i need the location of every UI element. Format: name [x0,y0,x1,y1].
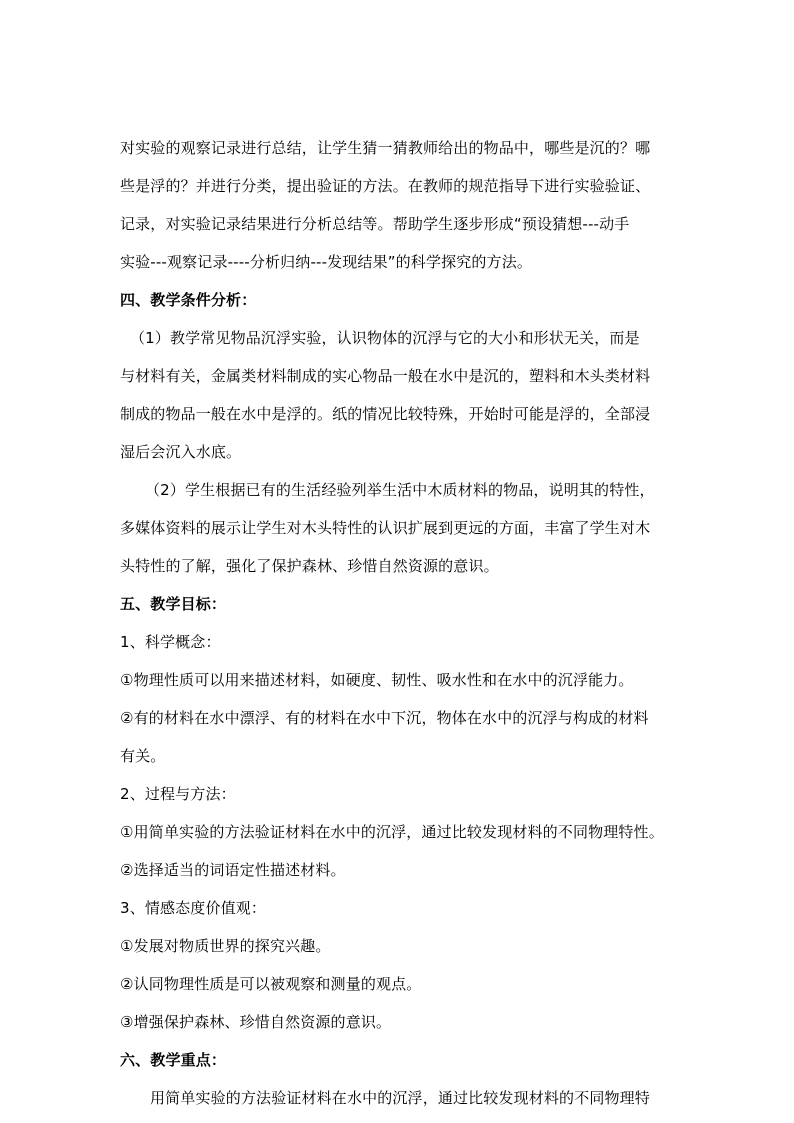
list-item: ②认同物理性质是可以被观察和测量的观点。 [120,975,422,993]
list-item: ①物理性质可以用来描述材料，如硬度、韧性、吸水性和在水中的沉浮能力。 [120,671,634,689]
paragraph-line: 对实验的观察记录进行总结，让学生猜一猜教师给出的物品中，哪些是沉的？哪 [120,139,651,157]
paragraph-line: （1）教学常见物品沉浮实验，认识物体的沉浮与它的大小和形状无关，而是 [130,329,640,347]
list-item: ①用简单实验的方法验证材料在水中的沉浮，通过比较发现材料的不同物理特性。 [120,823,664,841]
paragraph-line: 头特性的了解，强化了保护森林、珍惜自然资源的意识。 [120,557,499,575]
section-heading: 四、教学条件分析： [120,291,257,309]
section-heading: 五、教学目标： [120,595,227,613]
subheading: 2、过程与方法： [120,785,236,803]
paragraph-line: 记录，对实验记录结果进行分析总结等。帮助学生逐步形成“预设猜想---动手 [120,215,630,233]
list-item: ①发展对物质世界的探究兴趣。 [120,937,331,955]
paragraph-line: 湿后会沉入水底。 [120,443,242,461]
paragraph-line: 用简单实验的方法验证材料在水中的沉浮，通过比较发现材料的不同物理特 [150,1089,650,1107]
list-item: ②有的材料在水中漂浮、有的材料在水中下沉，物体在水中的沉浮与构成的材料 [120,709,649,727]
section-heading: 六、教学重点： [120,1051,227,1069]
paragraph-line: 与材料有关，金属类材料制成的实心物品一般在水中是沉的，塑料和木头类材料 [120,367,651,385]
list-item: 有关。 [120,747,166,765]
paragraph-line: （2）学生根据已有的生活经验列举生活中木质材料的物品，说明其的特性， [145,481,655,499]
subheading: 3、情感态度价值观： [120,899,267,917]
paragraph-line: 多媒体资料的展示让学生对木头特性的认识扩展到更远的方面，丰富了学生对木 [120,519,651,537]
list-item: ③增强保护森林、珍惜自然资源的意识。 [120,1013,392,1031]
paragraph-line: 制成的物品一般在水中是浮的。纸的情况比较特殊，开始时可能是浮的，全部浸 [120,405,651,423]
paragraph-line: 实验---观察记录----分析归纳---发现结果”的科学探究的方法。 [120,253,532,271]
subheading: 1、科学概念： [120,633,221,651]
list-item: ②选择适当的词语定性描述材料。 [120,861,346,879]
paragraph-line: 些是浮的？并进行分类，提出验证的方法。在教师的规范指导下进行实验验证、 [120,177,651,195]
